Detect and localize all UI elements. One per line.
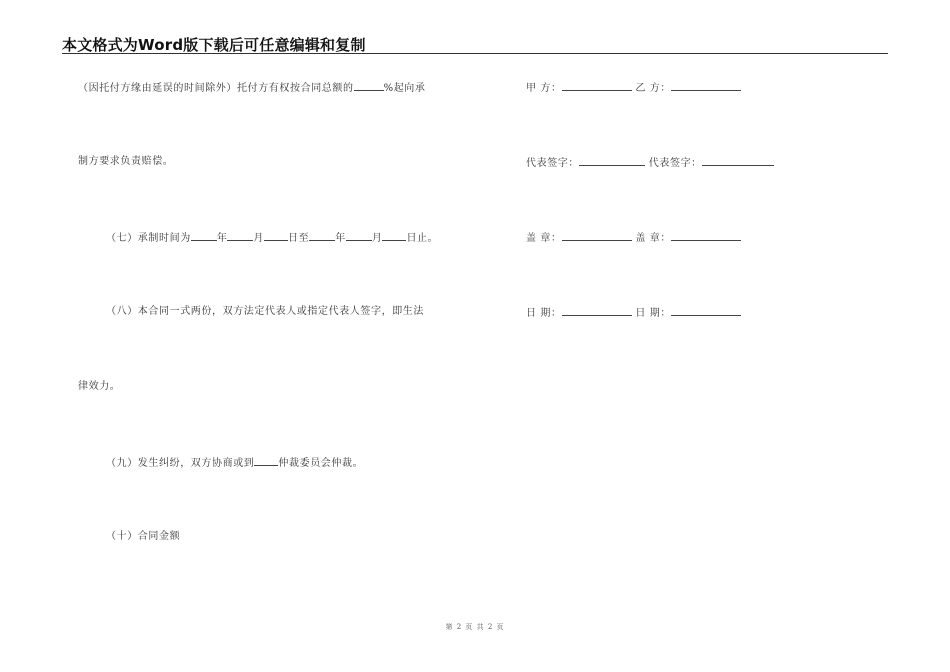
arbitration-blank [254,456,278,466]
clause-8-line: （八）本合同一式两份，双方法定代表人或指定代表人签字，即生法 [106,306,424,317]
start-day-blank [264,231,288,241]
date-b-blank [671,306,741,316]
clause-10-line: （十）合同金额 [106,531,181,542]
clause-8-continuation: 律效力。 [78,381,121,392]
clause-7-month: 月 [253,233,265,244]
party-a-label: 甲 方： [526,83,562,94]
rep-sign-a-label: 代表签字： [526,158,579,169]
clause-7-month-2: 月 [371,233,383,244]
date-a-blank [562,306,632,316]
clause-7-year: 年 [216,233,228,244]
clause-9-line [106,456,363,470]
rep-sign-a-blank [579,156,645,166]
end-year-blank [309,231,335,241]
date-line [526,306,741,320]
seal-b-label: 盖 章： [635,233,671,244]
seal-a-blank [562,231,632,241]
start-year-blank [191,231,217,241]
party-b-blank [671,81,741,91]
clause-7-day-end: 日止。 [406,233,439,244]
seal-b-blank [671,231,741,241]
page-header-title: 本文格式为Word版下载后可任意编辑和复制 [62,36,366,54]
party-b-label: 乙 方： [635,83,671,94]
clause-7-text: （七）承制时间为 [106,233,191,244]
party-a-blank [562,81,632,91]
end-day-blank [382,231,406,241]
clause-7-day-to: 日至 [288,233,310,244]
clause-7-year-2: 年 [335,233,346,244]
page-number-footer: 第 2 页 共 2 页 [445,623,505,631]
party-line [526,81,741,95]
clause-9-text: （九）发生纠纷，双方协商或到 [106,458,255,469]
start-month-blank [227,231,253,241]
header-rule [62,53,888,54]
clause-delay-text-2: %起向承 [383,83,426,94]
rep-sign-b-label: 代表签字： [648,158,702,169]
end-month-blank [346,231,372,241]
clause-delay-line [78,81,426,95]
clause-9-text-2: 仲裁委员会仲裁。 [278,458,364,469]
date-a-label: 日 期： [526,308,562,319]
clause-delay-text: （因托付方缘由延误的时间除外）托付方有权按合同总额的 [78,83,354,94]
percent-blank [354,81,384,91]
seal-a-label: 盖 章： [526,233,562,244]
clause-delay-continuation: 制方要求负责赔偿。 [78,156,174,167]
date-b-label: 日 期： [635,308,671,319]
rep-sign-line [526,156,774,170]
seal-line [526,231,741,245]
clause-7-line [106,231,438,245]
rep-sign-b-blank [702,156,774,166]
